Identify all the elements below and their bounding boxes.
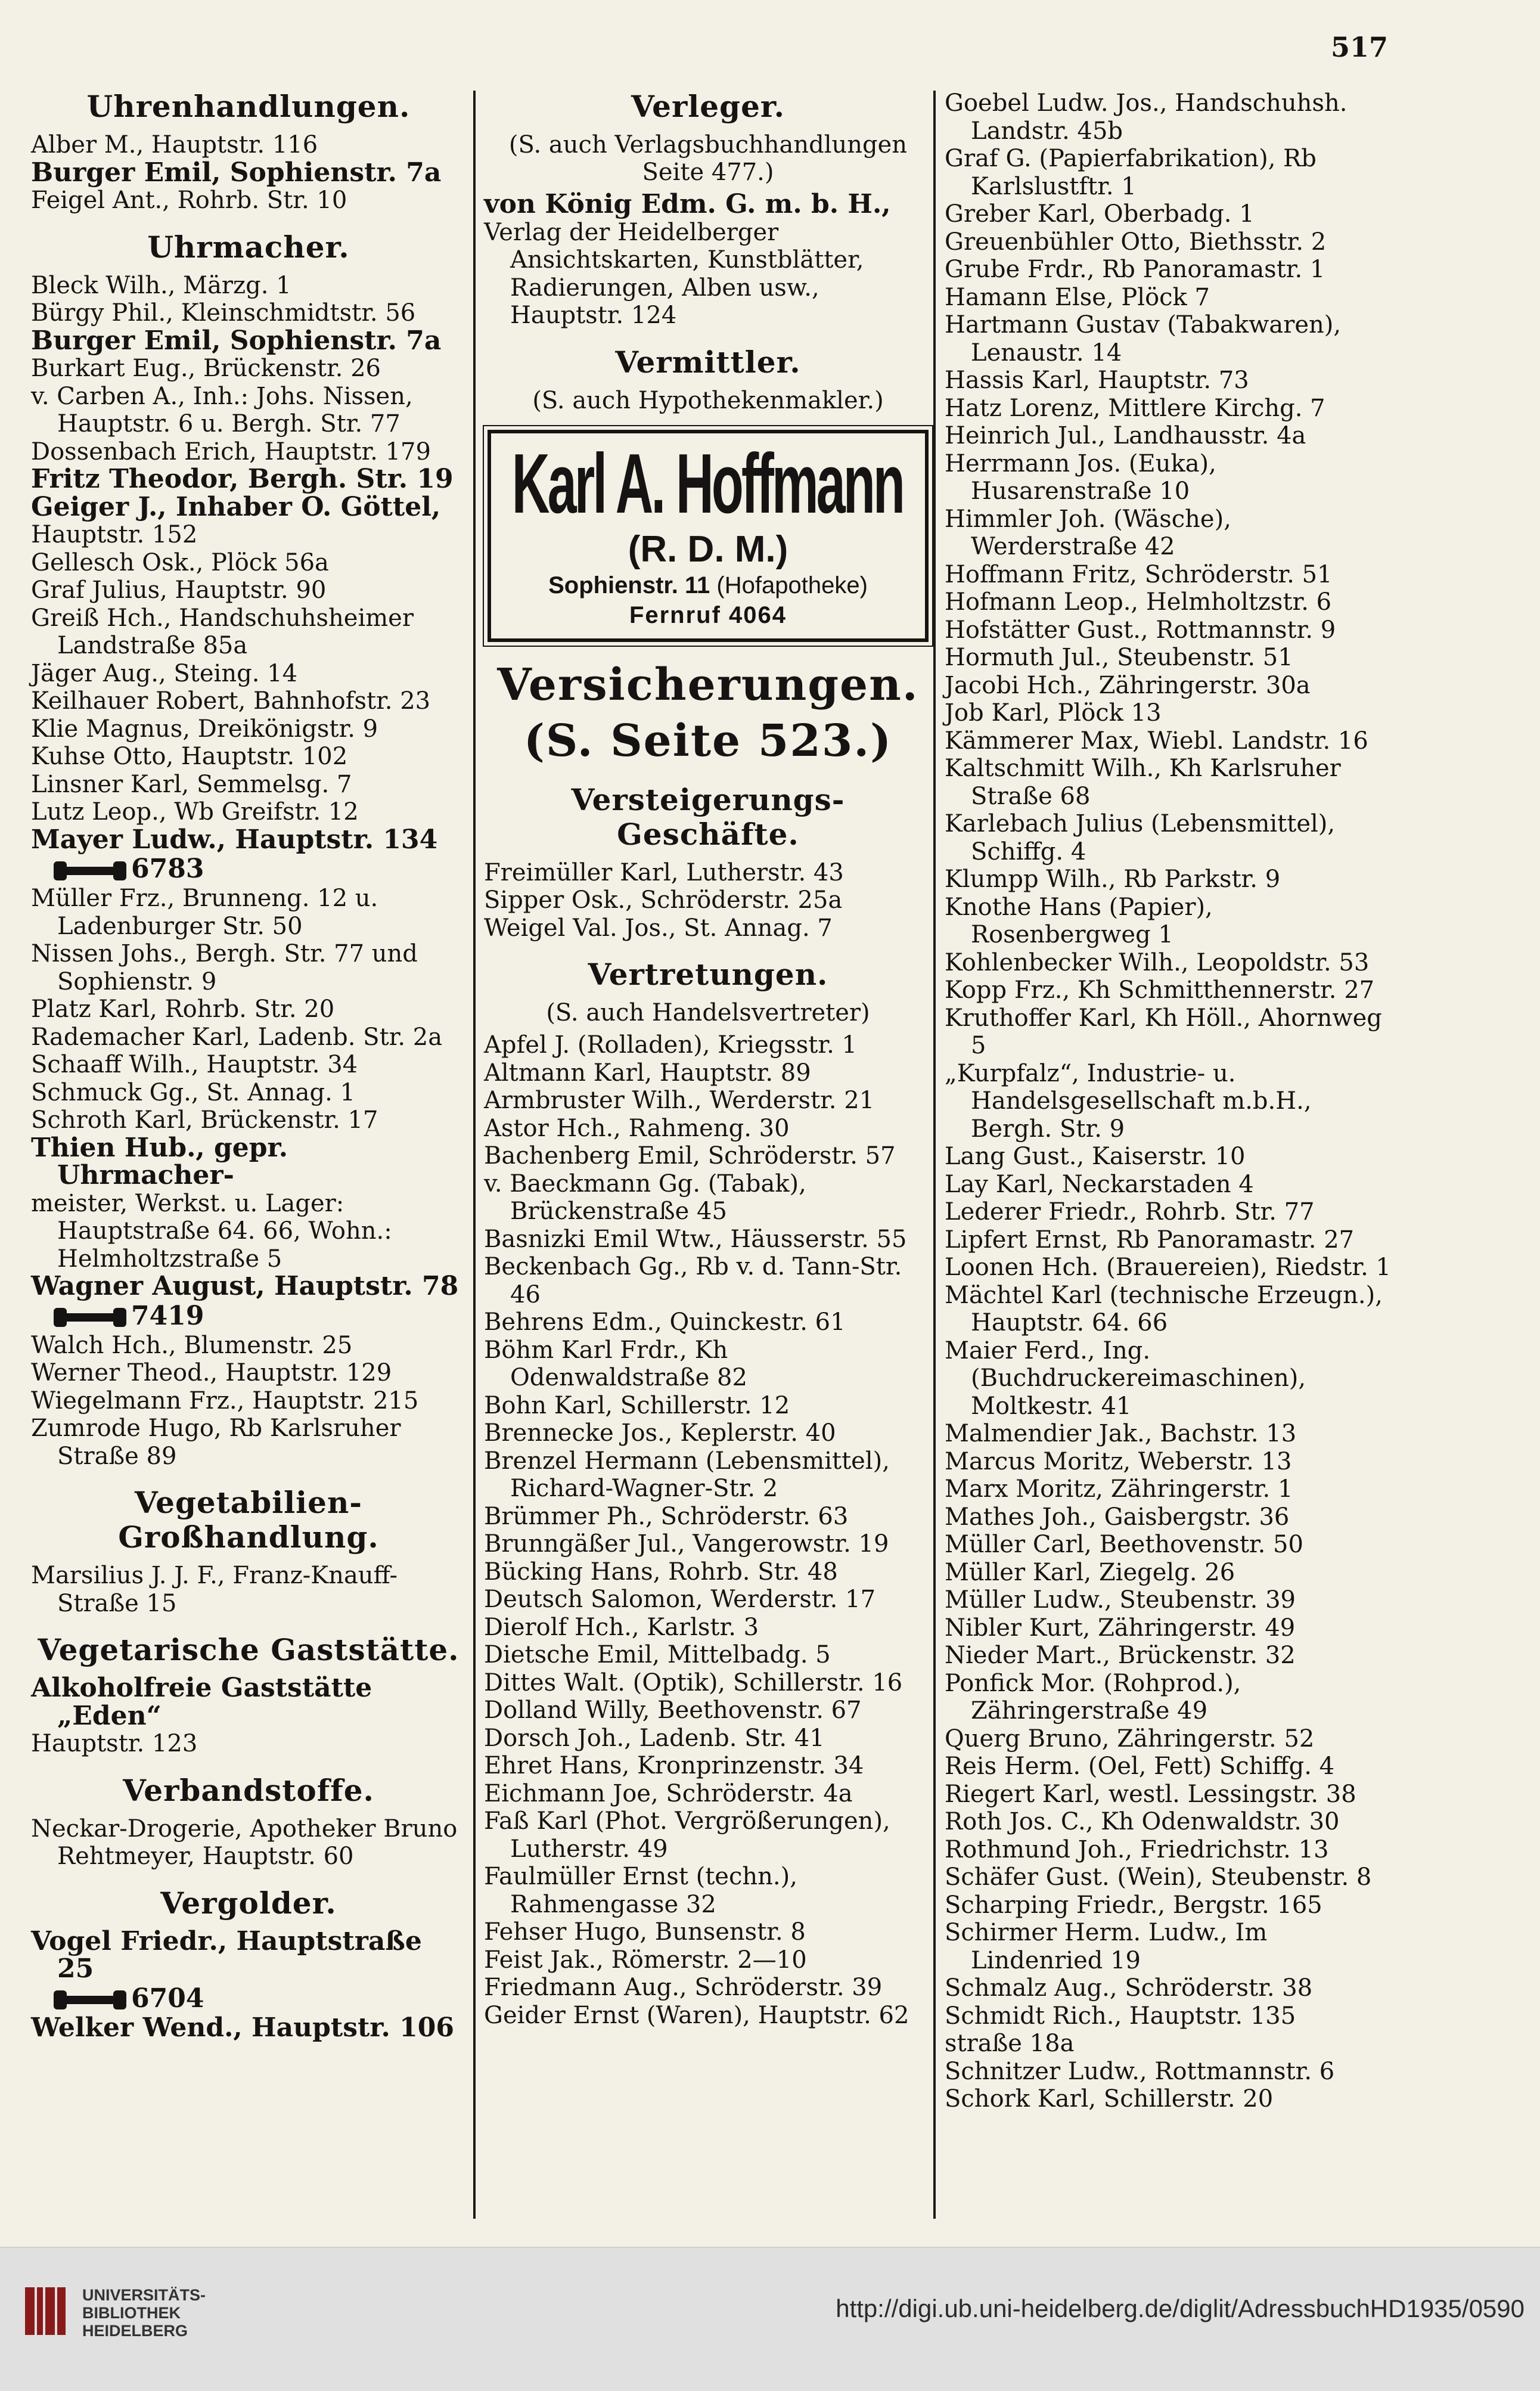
list-item: Platz Karl, Rohrb. Str. 20 — [31, 996, 335, 1023]
list-item: Burkart Eug., Brückenstr. 26 — [31, 355, 381, 382]
ad-address — [496, 570, 920, 600]
section-heading: Verbandstoffe. — [123, 1772, 374, 1808]
list-item: Herrmann Jos. (Euka), Husarenstraße 10 — [945, 449, 1224, 505]
list-item: Sipper Osk., Schröderstr. 25a — [484, 886, 843, 914]
section-heading-versicherungen: Versicherungen. — [497, 659, 919, 711]
list-item: Bürgy Phil., Kleinschmidtstr. 56 — [31, 299, 416, 327]
list-item: Zumrode Hugo, Rb Karlsruher Straße 89 — [31, 1415, 409, 1470]
list-item: Mathes Joh., Gaisbergstr. 36 — [945, 1503, 1290, 1531]
list-item: Apfel J. (Rolladen), Kriegsstr. 1 — [484, 1031, 857, 1059]
list-item: Dorsch Joh., Ladenb. Str. 41 — [484, 1724, 825, 1752]
list-item: Loonen Hch. (Brauereien), Riedstr. 1 — [945, 1254, 1391, 1281]
list-item: Hamann Else, Plöck 7 — [945, 283, 1210, 311]
list-item: Hauptstr. 123 — [31, 1730, 198, 1757]
list-item: Müller Frz., Brunneng. 12 u. Ladenburger Str. 50 — [31, 885, 386, 940]
list-item: Kopp Frz., Kh Schmitthennerstr. 27 — [945, 976, 1375, 1004]
section-note: (S. auch Handelsvertreter) — [546, 999, 870, 1027]
list-item: Linsner Karl, Semmelsg. 7 — [31, 770, 352, 798]
list-item: Marcus Moritz, Weberstr. 13 — [945, 1447, 1292, 1475]
list-item: Friedmann Aug., Schröderstr. 39 — [484, 1974, 883, 2001]
section-heading: Vegetabilien-Großhandlung. — [118, 1485, 379, 1555]
entry-list — [484, 191, 932, 330]
list-item: Deutsch Salomon, Werderstr. 17 — [484, 1586, 876, 1613]
ad-name: Karl A. Hoffmann — [511, 439, 903, 529]
ad-name-wrap — [496, 439, 920, 529]
section-heading: Uhrmacher. — [147, 229, 350, 265]
list-item: Jacobi Hch., Zähringerstr. 30a — [945, 671, 1311, 699]
ad-phone: Fernruf 4064 — [629, 601, 787, 628]
list-item: Müller Carl, Beethovenstr. 50 — [945, 1531, 1303, 1558]
list-item: Hatz Lorenz, Mittlere Kirchg. 7 — [945, 394, 1325, 422]
list-item: Job Karl, Plöck 13 — [945, 699, 1162, 727]
page-number: 517 — [1330, 31, 1388, 63]
list-item: Malmendier Jak., Bachstr. 13 — [945, 1420, 1297, 1447]
section-heading: Vergolder. — [160, 1885, 337, 1921]
phone-number — [31, 854, 466, 885]
list-item: Hartmann Gustav (Tabakwaren), Lenaustr. 14 — [945, 311, 1349, 367]
list-item: Dierolf Hch., Karlstr. 3 — [484, 1613, 759, 1641]
list-item: Riegert Karl, westl. Lessingstr. 38 — [945, 1780, 1356, 1808]
list-item: Faß Karl (Phot. Vergrößerungen), Lutherstr. 49 — [484, 1807, 898, 1863]
phone-number-value: 6704 — [131, 1983, 204, 2014]
library-logo-icon — [23, 2284, 69, 2339]
list-item: Graf G. (Papierfabrikation), Rb Karlslustftr. 1 — [945, 145, 1324, 200]
list-item: Keilhauer Robert, Bahnhofstr. 23 — [31, 687, 431, 715]
phone-number-value: 7419 — [131, 1300, 204, 1331]
list-item: Graf Julius, Hauptstr. 90 — [31, 576, 327, 604]
ad-street: Sophienstr. 11 — [548, 572, 710, 598]
list-item: v. Baeckmann Gg. (Tabak), Brückenstraße 45 — [484, 1170, 814, 1225]
list-item: Rademacher Karl, Ladenb. Str. 2a — [31, 1023, 443, 1051]
list-item: Ponfick Mor. (Rohprod.), Zähringerstraße 49 — [945, 1669, 1249, 1725]
phone-number — [31, 1983, 466, 2014]
list-item: Freimüller Karl, Lutherstr. 43 — [484, 858, 844, 886]
list-item: Querg Bruno, Zähringerstr. 52 — [945, 1725, 1315, 1753]
section-heading-vertretungen: Vertretungen. — [588, 957, 828, 992]
library-name-line: HEIDELBERG — [82, 2322, 188, 2340]
footer-bar — [0, 2247, 1540, 2391]
list-item: Faulmüller Ernst (techn.), Rahmengasse 32 — [484, 1863, 805, 1918]
list-item: v. Carben A., Inh.: Johs. Nissen, Hauptstr. 6 u. Bergh. Str. 77 — [31, 382, 421, 438]
list-item: Greiß Hch., Handschuhsheimer Landstraße 85a — [31, 604, 421, 659]
list-item: Welker Wend., Hauptstr. 106 — [31, 2012, 454, 2043]
list-item: Thien Hub., gepr. Uhrmacher- — [31, 1132, 297, 1190]
list-item: Weigel Val. Jos., St. Annag. 7 — [484, 914, 833, 942]
list-item: Burger Emil, Sophienstr. 7a — [31, 157, 442, 188]
list-item: Dittes Walt. (Optik), Schillerstr. 16 — [484, 1669, 903, 1697]
column-2 — [484, 89, 932, 2029]
list-item: von König Edm. G. m. b. H., — [484, 189, 891, 219]
list-item: Hormuth Jul., Steubenstr. 51 — [945, 644, 1293, 671]
list-item: Schmidt Rich., Hauptstr. 135 — [945, 2002, 1296, 2030]
list-item: Brunngäßer Jul., Vangerowstr. 19 — [484, 1530, 889, 1558]
list-item: Geider Ernst (Waren), Hauptstr. 62 — [484, 2001, 909, 2029]
list-item: Marsilius J. J. F., Franz-Knauff-Straße 15 — [31, 1562, 398, 1617]
section-heading-versteigerung: Versteigerungs-Geschäfte. — [571, 782, 845, 852]
section-heading: Uhrenhandlungen. — [86, 89, 411, 124]
list-item: Hofstätter Gust., Rottmannstr. 9 — [945, 616, 1336, 644]
list-item: Greuenbühler Otto, Biethsstr. 2 — [945, 228, 1327, 256]
list-item: Beckenbach Gg., Rb v. d. Tann-Str. 46 — [484, 1253, 910, 1308]
ad-title: (R. D. M.) — [628, 528, 788, 570]
list-item: Müller Ludw., Steubenstr. 39 — [945, 1586, 1296, 1614]
list-item: Karlebach Julius (Lebensmittel), Schiffg. 4 — [945, 810, 1343, 866]
list-item: Fritz Theodor, Bergh. Str. 19 — [31, 464, 454, 494]
list-item: Schnitzer Ludw., Rottmannstr. 6 — [945, 2057, 1335, 2085]
ad-address-note: (Hofapotheke) — [716, 572, 868, 598]
library-name-line: BIBLIOTHEK — [82, 2304, 181, 2322]
list-item: Nissen Johs., Bergh. Str. 77 und Sophienstr. 9 — [31, 940, 426, 996]
list-item: Lang Gust., Kaiserstr. 10 — [945, 1143, 1246, 1170]
list-item: Basnizki Emil Wtw., Häusserstr. 55 — [484, 1225, 907, 1253]
list-item: Roth Jos. C., Kh Odenwaldstr. 30 — [945, 1808, 1340, 1835]
library-name-line: UNIVERSITÄTS- — [82, 2286, 206, 2304]
list-item: Maier Ferd., Ing. (Buchdruckereimaschinen), Moltkestr. 41 — [945, 1336, 1314, 1420]
list-item: Walch Hch., Blumenstr. 25 — [31, 1331, 353, 1359]
section-subheading: (S. Seite 523.) — [523, 715, 893, 767]
list-item: Geiger J., Inhaber O. Göttel, — [31, 491, 441, 522]
list-item: Nibler Kurt, Zähringerstr. 49 — [945, 1614, 1296, 1642]
list-item: Greber Karl, Oberbadg. 1 — [945, 200, 1255, 228]
list-item: Werner Theod., Hauptstr. 129 — [31, 1359, 392, 1387]
list-item: Böhm Karl Frdr., Kh Odenwaldstraße 82 — [484, 1336, 747, 1391]
list-item: Wiegelmann Frz., Hauptstr. 215 — [31, 1387, 419, 1415]
list-item: Fehser Hugo, Bunsenstr. 8 — [484, 1918, 806, 1946]
library-name — [82, 2286, 206, 2340]
section-heading-vermittler: Vermittler. — [615, 344, 801, 380]
section-note: (S. auch Hypothekenmakler.) — [532, 386, 884, 414]
list-item: Schaaff Wilh., Hauptstr. 34 — [31, 1051, 358, 1078]
list-item: Ehret Hans, Kronprinzenstr. 34 — [484, 1752, 864, 1779]
list-item: Knothe Hans (Papier), Rosenbergweg 1 — [945, 893, 1221, 948]
section-note: (S. auch Verlagsbuchhandlungen Seite 477.) — [508, 131, 908, 186]
list-item: Mayer Ludw., Hauptstr. 134 — [31, 824, 438, 855]
list-item: Kruthoffer Karl, Kh Höll., Ahornweg 5 — [945, 1004, 1390, 1059]
list-item: Schäfer Gust. (Wein), Steubenstr. 8 — [945, 1863, 1372, 1891]
entry-list — [484, 859, 932, 942]
list-item: Astor Hch., Rahmeng. 30 — [484, 1114, 790, 1142]
list-item: Jäger Aug., Steing. 14 — [31, 659, 298, 687]
column-divider — [473, 91, 476, 2219]
list-item: Brenzel Hermann (Lebensmittel), Richard-Wagner-Str. 2 — [484, 1447, 898, 1502]
column-1 — [31, 89, 466, 2042]
list-item: Kämmerer Max, Wiebl. Landstr. 16 — [945, 727, 1368, 755]
list-item: Schmalz Aug., Schröderstr. 38 — [945, 1974, 1313, 2002]
section-heading: Vegetarische Gaststätte. — [38, 1632, 459, 1667]
list-item: Altmann Karl, Hauptstr. 89 — [484, 1059, 811, 1087]
list-item: Marx Moritz, Zähringerstr. 1 — [945, 1475, 1293, 1503]
list-item: Dossenbach Erich, Hauptstr. 179 — [31, 438, 431, 466]
list-item: Lipfert Ernst, Rb Panoramastr. 27 — [945, 1226, 1355, 1254]
list-item: Kaltschmitt Wilh., Kh Karlsruher Straße 68 — [945, 755, 1349, 810]
list-item: Lutz Leop., Wb Greifstr. 12 — [31, 798, 359, 826]
list-item: Lay Karl, Neckarstaden 4 — [945, 1170, 1254, 1198]
list-item: Wagner August, Hauptstr. 78 — [31, 1271, 459, 1301]
list-item: „Kurpfalz“, Industrie- u. Handelsgesellschaft m.b.H., Bergh. Str. 9 — [945, 1059, 1319, 1143]
column-divider — [933, 91, 936, 2219]
list-item: Himmler Joh. (Wäsche), Werderstraße 42 — [945, 505, 1239, 560]
telephone-icon — [57, 1996, 123, 2004]
source-url-link[interactable]: http://digi.ub.uni-heidelberg.de/diglit/AdressbuchHD1935/0590 — [836, 2294, 1525, 2322]
list-item: Bachenberg Emil, Schröderstr. 57 — [484, 1142, 896, 1170]
list-item: Klumpp Wilh., Rb Parkstr. 9 — [945, 866, 1281, 893]
list-item: Klie Magnus, Dreikönigstr. 9 — [31, 715, 378, 743]
list-item: Hofmann Leop., Helmholtzstr. 6 — [945, 588, 1332, 616]
list-item: Burger Emil, Sophienstr. 7a — [31, 325, 442, 356]
list-item: Alkoholfreie Gaststätte „Eden“ — [31, 1673, 381, 1731]
list-item: Dietsche Emil, Mittelbadg. 5 — [484, 1641, 831, 1669]
list-item: straße 18a — [945, 2030, 1075, 2057]
list-item: Schroth Karl, Brückenstr. 17 — [31, 1106, 378, 1134]
list-item: Hauptstr. 152 — [31, 521, 198, 548]
list-item: Reis Herm. (Oel, Fett) Schiffg. 4 — [945, 1753, 1335, 1780]
list-item: Schmuck Gg., St. Annag. 1 — [31, 1078, 355, 1106]
list-item: Kohlenbecker Wilh., Leopoldstr. 53 — [945, 948, 1370, 976]
list-item: Grube Frdr., Rb Panoramastr. 1 — [945, 256, 1325, 283]
list-item: Gellesch Osk., Plöck 56a — [31, 548, 329, 576]
list-item: Bohn Karl, Schillerstr. 12 — [484, 1391, 790, 1419]
list-item: Armbruster Wilh., Werderstr. 21 — [484, 1087, 875, 1114]
list-item: Nieder Mart., Brückenstr. 32 — [945, 1642, 1296, 1669]
list-item: Brennecke Jos., Keplerstr. 40 — [484, 1419, 836, 1447]
telephone-icon — [57, 1313, 123, 1322]
list-item: Neckar-Drogerie, Apotheker Bruno Rehtmeyer, Hauptstr. 60 — [31, 1815, 465, 1870]
list-item: Goebel Ludw. Jos., Handschuhsh. Landstr. 45b — [945, 89, 1355, 145]
list-item: Scharping Friedr., Bergstr. 165 — [945, 1891, 1322, 1919]
list-item: Bücking Hans, Rohrb. Str. 48 — [484, 1558, 838, 1586]
list-item: Vogel Friedr., Hauptstraße 25 — [31, 1925, 431, 1984]
list-item: Dolland Willy, Beethovenstr. 67 — [484, 1697, 862, 1724]
list-item: Mächtel Karl (technische Erzeugn.), Hauptstr. 64. 66 — [945, 1281, 1390, 1336]
list-item: Brümmer Ph., Schröderstr. 63 — [484, 1502, 849, 1530]
list-item: Bleck Wilh., Märzg. 1 — [31, 271, 291, 299]
list-item: Alber M., Hauptstr. 116 — [31, 131, 318, 159]
list-item: Kuhse Otto, Hauptstr. 102 — [31, 743, 348, 770]
telephone-icon — [57, 867, 123, 875]
list-item: Heinrich Jul., Landhausstr. 4a — [945, 422, 1306, 449]
list-item: Lederer Friedr., Rohrb. Str. 77 — [945, 1198, 1315, 1226]
list-item: meister, Werkst. u. Lager: Hauptstraße 64. 66, Wohn.: Helmholtzstraße 5 — [31, 1189, 400, 1273]
list-item: Feist Jak., Römerstr. 2—10 — [484, 1946, 807, 1974]
list-item: Behrens Edm., Quinckestr. 61 — [484, 1308, 846, 1336]
list-item: Rothmund Joh., Friedrichstr. 13 — [945, 1835, 1329, 1863]
advertisement-box — [488, 430, 929, 642]
phone-number-value: 6783 — [131, 854, 204, 884]
list-item: Verlag der Heidelberger Ansichtskarten, Kunstblätter, Radierungen, Alben usw., Hauptstr. 124 — [484, 218, 872, 329]
entry-list — [484, 1031, 932, 2029]
section-heading-verleger: Verleger. — [631, 89, 785, 124]
list-item: Hassis Karl, Hauptstr. 73 — [945, 367, 1249, 394]
list-item: Hoffmann Fritz, Schröderstr. 51 — [945, 560, 1333, 588]
list-item: Feigel Ant., Rohrb. Str. 10 — [31, 187, 347, 214]
phone-number — [31, 1301, 466, 1332]
list-item: Eichmann Joe, Schröderstr. 4a — [484, 1779, 853, 1807]
list-item: Müller Karl, Ziegelg. 26 — [945, 1558, 1235, 1586]
column-3 — [945, 89, 1398, 2113]
list-item: Schork Karl, Schillerstr. 20 — [945, 2085, 1274, 2113]
list-item: Schirmer Herm. Ludw., Im Lindenried 19 — [945, 1919, 1275, 1974]
